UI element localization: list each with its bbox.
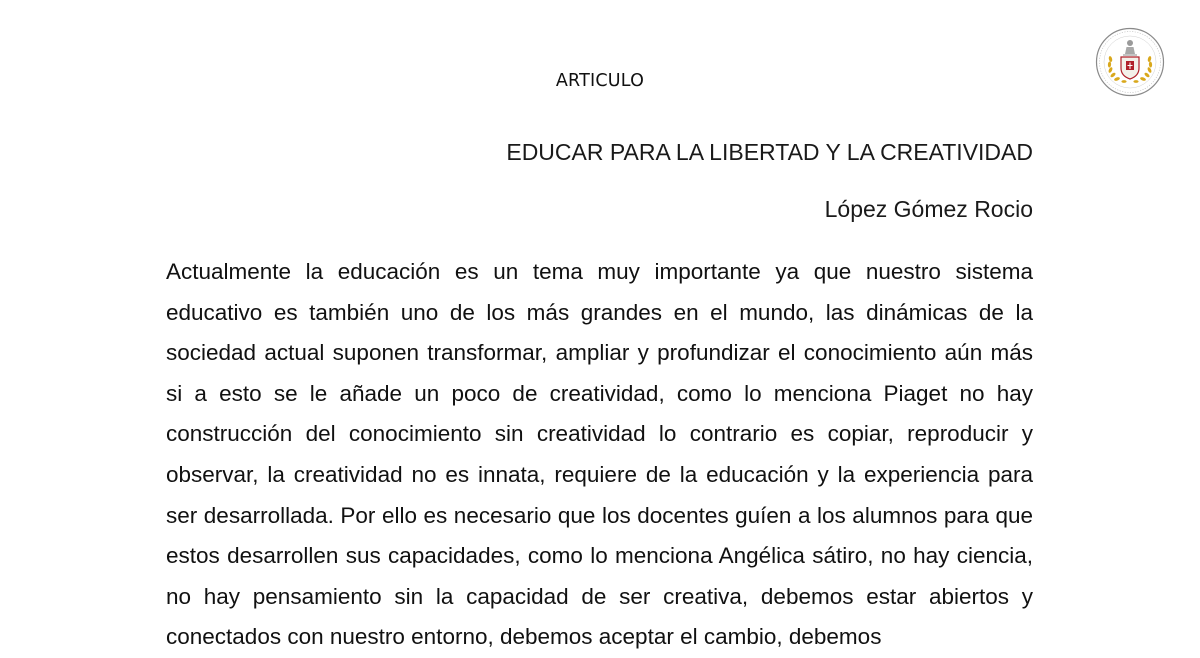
body-paragraph: Actualmente la educación es un tema muy importante ya que nuestro sistema educativo es también uno de los más grandes en el mundo, las dinámicas de la sociedad actual suponen transformar, ampliar y profundizar el conocimiento aún más si a esto se le añade un poco de creatividad, como lo menciona Piaget no hay construcción del conocimiento sin creatividad lo contrario es copiar, reproducir y observar, la creatividad no es innata, requiere de la educación y la experiencia para ser desarrollada. Por ello es necesario que los docentes guíen a los alumnos para que estos desarrollen sus capacidades, como lo menciona Angélica sátiro, no hay ciencia, no hay pensamiento sin la capacidad de ser creativa, debemos estar abiertos y conectados con nuestro entorno, debemos aceptar el cambio, debemos <box>166 259 1033 650</box>
section-label: ARTICULO <box>555 71 645 91</box>
article-author: López Gómez Rocio <box>824 196 1033 222</box>
article-title: EDUCAR PARA LA LIBERTAD Y LA CREATIVIDAD <box>506 139 1033 165</box>
